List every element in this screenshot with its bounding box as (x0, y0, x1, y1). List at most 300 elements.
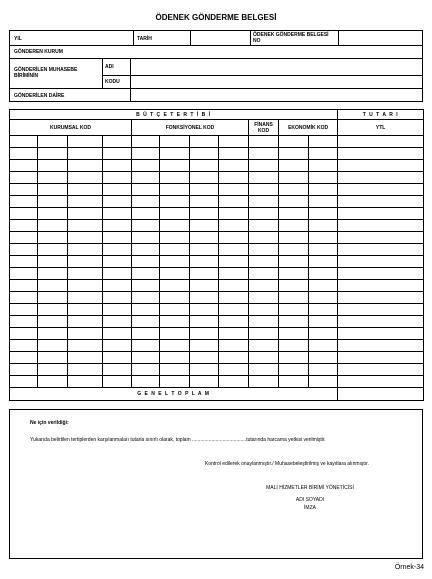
table-cell[interactable] (38, 208, 68, 220)
table-row (10, 280, 424, 292)
table-cell[interactable] (338, 148, 424, 160)
table-cell[interactable] (219, 244, 249, 256)
table-cell[interactable] (160, 376, 190, 388)
table-cell[interactable] (190, 208, 219, 220)
table-cell[interactable] (132, 304, 160, 316)
table-row (10, 352, 424, 364)
table-cell[interactable] (338, 244, 424, 256)
ekonomik-kod-header: EKONOMİK KOD (279, 120, 338, 136)
table-cell[interactable] (132, 280, 160, 292)
table-cell[interactable] (132, 268, 160, 280)
table-cell[interactable] (160, 364, 190, 376)
table-cell[interactable] (38, 160, 68, 172)
form-code: Örnek-34 (394, 564, 424, 571)
table-cell[interactable] (103, 268, 132, 280)
table-cell[interactable] (10, 364, 38, 376)
table-cell[interactable] (279, 232, 309, 244)
ytl-header: YTL (338, 120, 424, 136)
table-cell[interactable] (279, 196, 309, 208)
table-cell[interactable] (338, 136, 424, 148)
table-cell[interactable] (249, 208, 279, 220)
table-cell[interactable] (249, 304, 279, 316)
table-cell[interactable] (219, 148, 249, 160)
tutari-header: T U T A R I (338, 110, 424, 120)
table-cell[interactable] (279, 328, 309, 340)
table-cell[interactable] (10, 376, 38, 388)
table-cell[interactable] (160, 196, 190, 208)
table-cell[interactable] (68, 376, 103, 388)
table-cell[interactable] (219, 304, 249, 316)
table-cell[interactable] (68, 172, 103, 184)
table-cell[interactable] (249, 292, 279, 304)
table-cell[interactable] (68, 256, 103, 268)
gonderen-kurum-label: GÖNDEREN KURUM (14, 49, 63, 55)
table-cell[interactable] (309, 304, 338, 316)
belge-no-field[interactable] (340, 32, 420, 44)
harcama-yetkisi-text: Yukarıda belirtilen tertiplerden karşılanmaları tutarla sınırlı olarak, toplam .......................................tutarında harcama yetkisi verilmiştir. (30, 437, 326, 443)
table-cell[interactable] (10, 244, 38, 256)
table-cell[interactable] (160, 304, 190, 316)
table-cell[interactable] (160, 232, 190, 244)
table-cell[interactable] (10, 316, 38, 328)
table-cell[interactable] (103, 136, 132, 148)
table-cell[interactable] (279, 352, 309, 364)
table-cell[interactable] (249, 172, 279, 184)
table-cell[interactable] (38, 196, 68, 208)
table-cell[interactable] (103, 244, 132, 256)
table-cell[interactable] (38, 280, 68, 292)
table-cell[interactable] (338, 364, 424, 376)
table-cell[interactable] (38, 244, 68, 256)
table-cell[interactable] (219, 184, 249, 196)
table-cell[interactable] (132, 340, 160, 352)
table-row (10, 292, 424, 304)
belge-no-label: ÖDENEK GÖNDERME BELGESİ NO (253, 32, 329, 44)
table-cell[interactable] (279, 184, 309, 196)
table-cell[interactable] (338, 232, 424, 244)
table-cell[interactable] (249, 148, 279, 160)
table-cell[interactable] (279, 148, 309, 160)
table-cell[interactable] (68, 268, 103, 280)
table-cell[interactable] (338, 256, 424, 268)
table-cell[interactable] (190, 280, 219, 292)
table-cell[interactable] (132, 244, 160, 256)
table-cell[interactable] (190, 184, 219, 196)
table-cell[interactable] (160, 292, 190, 304)
table-cell[interactable] (190, 268, 219, 280)
table-cell[interactable] (68, 292, 103, 304)
table-cell[interactable] (68, 184, 103, 196)
table-cell[interactable] (249, 256, 279, 268)
table-cell[interactable] (38, 328, 68, 340)
table-cell[interactable] (279, 364, 309, 376)
table-cell[interactable] (160, 172, 190, 184)
table-cell[interactable] (249, 268, 279, 280)
table-cell[interactable] (190, 292, 219, 304)
table-cell[interactable] (190, 328, 219, 340)
table-cell[interactable] (38, 376, 68, 388)
table-cell[interactable] (338, 304, 424, 316)
table-cell[interactable] (249, 220, 279, 232)
table-cell[interactable] (10, 184, 38, 196)
table-cell[interactable] (68, 244, 103, 256)
table-cell[interactable] (219, 316, 249, 328)
table-cell[interactable] (103, 328, 132, 340)
table-cell[interactable] (10, 172, 38, 184)
table-cell[interactable] (219, 196, 249, 208)
table-cell[interactable] (132, 364, 160, 376)
table-cell[interactable] (103, 148, 132, 160)
table-cell[interactable] (68, 196, 103, 208)
table-cell[interactable] (160, 184, 190, 196)
table-cell[interactable] (249, 340, 279, 352)
table-cell[interactable] (132, 376, 160, 388)
table-cell[interactable] (249, 316, 279, 328)
table-cell[interactable] (249, 184, 279, 196)
table-cell[interactable] (10, 148, 38, 160)
table-cell[interactable] (338, 292, 424, 304)
table-cell[interactable] (103, 364, 132, 376)
table-cell[interactable] (190, 196, 219, 208)
table-cell[interactable] (279, 244, 309, 256)
muhasebe-birimi-label: GÖNDERİLEN MUHASEBE BİRİMİNİN (14, 67, 78, 79)
table-cell[interactable] (279, 256, 309, 268)
table-cell[interactable] (279, 220, 309, 232)
table-cell[interactable] (309, 256, 338, 268)
table-cell[interactable] (279, 340, 309, 352)
table-cell[interactable] (68, 160, 103, 172)
table-cell[interactable] (309, 244, 338, 256)
table-cell[interactable] (338, 280, 424, 292)
table-cell[interactable] (10, 268, 38, 280)
table-cell[interactable] (103, 352, 132, 364)
tarih-field[interactable] (192, 32, 248, 44)
table-cell[interactable] (10, 280, 38, 292)
table-cell[interactable] (160, 160, 190, 172)
table-cell[interactable] (190, 220, 219, 232)
table-cell[interactable] (68, 280, 103, 292)
table-row (10, 244, 424, 256)
table-cell[interactable] (279, 268, 309, 280)
table-cell[interactable] (10, 160, 38, 172)
table-cell[interactable] (219, 340, 249, 352)
table-cell[interactable] (190, 340, 219, 352)
footer-box (9, 409, 423, 559)
table-cell[interactable] (219, 292, 249, 304)
table-cell[interactable] (219, 172, 249, 184)
table-cell[interactable] (10, 232, 38, 244)
table-cell[interactable] (219, 256, 249, 268)
table-cell[interactable] (68, 340, 103, 352)
ne-icin-label: Ne için verildiği: (30, 420, 69, 426)
gonderilen-daire-label: GÖNDERİLEN DAİRE (14, 93, 65, 99)
table-cell[interactable] (338, 160, 424, 172)
table-cell[interactable] (219, 280, 249, 292)
tarih-label: TARİH (137, 36, 152, 42)
table-cell[interactable] (103, 280, 132, 292)
page-title: ÖDENEK GÖNDERME BELGESİ (155, 13, 277, 22)
table-cell[interactable] (249, 328, 279, 340)
table-cell[interactable] (249, 232, 279, 244)
table-cell[interactable] (103, 220, 132, 232)
table-cell[interactable] (38, 304, 68, 316)
table-cell[interactable] (190, 136, 219, 148)
table-cell[interactable] (219, 232, 249, 244)
table-cell[interactable] (10, 352, 38, 364)
table-cell[interactable] (68, 352, 103, 364)
table-cell[interactable] (309, 328, 338, 340)
table-cell[interactable] (249, 352, 279, 364)
table-cell[interactable] (279, 316, 309, 328)
table-cell[interactable] (338, 340, 424, 352)
table-cell[interactable] (38, 256, 68, 268)
table-cell[interactable] (103, 292, 132, 304)
table-cell[interactable] (338, 376, 424, 388)
table-cell[interactable] (10, 328, 38, 340)
table-cell[interactable] (132, 352, 160, 364)
header-box (9, 30, 423, 102)
table-cell[interactable] (249, 136, 279, 148)
table-row (10, 364, 424, 376)
table-cell[interactable] (38, 268, 68, 280)
table-cell[interactable] (10, 256, 38, 268)
table-cell[interactable] (309, 316, 338, 328)
table-cell[interactable] (132, 172, 160, 184)
table-cell[interactable] (103, 232, 132, 244)
table-row (10, 160, 424, 172)
table-cell[interactable] (338, 268, 424, 280)
table-cell[interactable] (132, 232, 160, 244)
table-cell[interactable] (103, 196, 132, 208)
table-cell[interactable] (103, 184, 132, 196)
table-cell[interactable] (190, 352, 219, 364)
table-row (10, 196, 424, 208)
table-cell[interactable] (279, 292, 309, 304)
table-cell[interactable] (38, 340, 68, 352)
table-cell[interactable] (38, 148, 68, 160)
table-cell[interactable] (279, 136, 309, 148)
table-cell[interactable] (219, 376, 249, 388)
table-cell[interactable] (10, 208, 38, 220)
table-cell[interactable] (190, 160, 219, 172)
table-cell[interactable] (38, 184, 68, 196)
table-cell[interactable] (103, 160, 132, 172)
table-cell[interactable] (160, 340, 190, 352)
table-row (10, 148, 424, 160)
table-cell[interactable] (103, 376, 132, 388)
yil-field[interactable] (40, 32, 130, 44)
table-cell[interactable] (279, 160, 309, 172)
table-row (10, 232, 424, 244)
table-cell[interactable] (10, 196, 38, 208)
table-row (10, 208, 424, 220)
table-cell[interactable] (219, 220, 249, 232)
table-cell[interactable] (132, 196, 160, 208)
table-cell[interactable] (132, 136, 160, 148)
table-cell[interactable] (249, 160, 279, 172)
table-cell[interactable] (219, 364, 249, 376)
table-cell[interactable] (190, 172, 219, 184)
table-cell[interactable] (279, 208, 309, 220)
genel-toplam-value[interactable] (338, 388, 424, 401)
table-cell[interactable] (68, 328, 103, 340)
table-cell[interactable] (338, 196, 424, 208)
table-cell[interactable] (309, 148, 338, 160)
table-cell[interactable] (68, 208, 103, 220)
table-cell[interactable] (309, 352, 338, 364)
table-cell[interactable] (38, 364, 68, 376)
table-row (10, 184, 424, 196)
table-cell[interactable] (190, 376, 219, 388)
table-cell[interactable] (103, 340, 132, 352)
table-cell[interactable] (309, 172, 338, 184)
signature-title: MALİ HİZMETLER BİRİMİ YÖNETİCİSİ (266, 485, 354, 491)
table-cell[interactable] (160, 148, 190, 160)
table-cell[interactable] (10, 136, 38, 148)
imza-label: İMZA (304, 505, 316, 511)
table-cell[interactable] (219, 160, 249, 172)
table-cell[interactable] (160, 328, 190, 340)
table-cell[interactable] (249, 280, 279, 292)
table-cell[interactable] (160, 268, 190, 280)
table-cell[interactable] (38, 172, 68, 184)
table-cell[interactable] (103, 208, 132, 220)
table-cell[interactable] (279, 304, 309, 316)
adi-label: ADI (105, 64, 114, 70)
table-cell[interactable] (38, 316, 68, 328)
table-cell[interactable] (309, 160, 338, 172)
table-cell[interactable] (219, 352, 249, 364)
table-cell[interactable] (103, 316, 132, 328)
table-cell[interactable] (132, 148, 160, 160)
table-row (10, 304, 424, 316)
table-cell[interactable] (190, 304, 219, 316)
table-cell[interactable] (132, 256, 160, 268)
yil-label: YIL (14, 36, 22, 42)
table-cell[interactable] (10, 304, 38, 316)
table-cell[interactable] (190, 364, 219, 376)
table-cell[interactable] (249, 196, 279, 208)
table-cell[interactable] (338, 328, 424, 340)
table-cell[interactable] (160, 316, 190, 328)
table-cell[interactable] (309, 280, 338, 292)
table-cell[interactable] (309, 220, 338, 232)
table-cell[interactable] (132, 292, 160, 304)
table-row (10, 220, 424, 232)
table-cell[interactable] (160, 136, 190, 148)
table-cell[interactable] (309, 136, 338, 148)
table-cell[interactable] (338, 220, 424, 232)
table-cell[interactable] (68, 364, 103, 376)
table-cell[interactable] (279, 172, 309, 184)
table-cell[interactable] (338, 172, 424, 184)
table-cell[interactable] (219, 268, 249, 280)
table-cell[interactable] (68, 232, 103, 244)
kodu-field[interactable] (132, 76, 420, 87)
table-cell[interactable] (103, 304, 132, 316)
table-cell[interactable] (160, 280, 190, 292)
table-cell[interactable] (249, 376, 279, 388)
table-cell[interactable] (103, 172, 132, 184)
table-cell[interactable] (309, 292, 338, 304)
table-cell[interactable] (68, 148, 103, 160)
table-cell[interactable] (132, 208, 160, 220)
table-cell[interactable] (103, 256, 132, 268)
table-cell[interactable] (160, 256, 190, 268)
table-row (10, 268, 424, 280)
table-cell[interactable] (160, 208, 190, 220)
table-cell[interactable] (38, 352, 68, 364)
table-cell[interactable] (190, 316, 219, 328)
budget-table (9, 109, 424, 401)
table-cell[interactable] (338, 184, 424, 196)
finans-kod-header: FİNANS KOD (249, 120, 279, 136)
table-cell[interactable] (338, 352, 424, 364)
table-cell[interactable] (10, 220, 38, 232)
table-cell[interactable] (309, 208, 338, 220)
table-cell[interactable] (38, 292, 68, 304)
table-cell[interactable] (249, 364, 279, 376)
table-cell[interactable] (279, 280, 309, 292)
table-cell[interactable] (68, 220, 103, 232)
table-cell[interactable] (160, 244, 190, 256)
table-cell[interactable] (309, 184, 338, 196)
table-cell[interactable] (68, 316, 103, 328)
table-cell[interactable] (309, 196, 338, 208)
table-cell[interactable] (160, 352, 190, 364)
table-cell[interactable] (190, 232, 219, 244)
table-cell[interactable] (38, 136, 68, 148)
kodu-label: KODU (105, 79, 120, 85)
table-cell[interactable] (190, 148, 219, 160)
table-cell[interactable] (132, 160, 160, 172)
table-cell[interactable] (338, 208, 424, 220)
table-cell[interactable] (68, 136, 103, 148)
table-cell[interactable] (309, 340, 338, 352)
adi-soyadi-label: ADI SOYADI (295, 497, 325, 503)
table-cell[interactable] (132, 328, 160, 340)
table-cell[interactable] (10, 340, 38, 352)
table-cell[interactable] (190, 244, 219, 256)
table-cell[interactable] (38, 232, 68, 244)
table-row (10, 316, 424, 328)
table-cell[interactable] (190, 256, 219, 268)
table-cell[interactable] (219, 136, 249, 148)
table-cell[interactable] (160, 220, 190, 232)
gonderilen-daire-field[interactable] (132, 89, 420, 101)
table-cell[interactable] (249, 244, 279, 256)
table-cell[interactable] (38, 220, 68, 232)
adi-field[interactable] (132, 59, 420, 74)
kurumsal-kod-header: KURUMSAL KOD (10, 120, 132, 136)
gonderen-kurum-field[interactable] (134, 46, 420, 57)
table-cell[interactable] (279, 376, 309, 388)
kontrol-text: Kontrol edilerek onaylanmıştır./ Muhasebeleştirilmiş ve kayıtlara alınmıştır. (205, 461, 369, 467)
table-cell[interactable] (68, 304, 103, 316)
butce-tertibi-header: B Ü T Ç E T E R T İ B İ (10, 110, 338, 120)
table-cell[interactable] (309, 232, 338, 244)
table-cell[interactable] (132, 184, 160, 196)
table-cell[interactable] (132, 316, 160, 328)
table-cell[interactable] (132, 220, 160, 232)
table-cell[interactable] (309, 268, 338, 280)
table-cell[interactable] (309, 364, 338, 376)
table-cell[interactable] (219, 208, 249, 220)
table-cell[interactable] (219, 328, 249, 340)
table-cell[interactable] (338, 316, 424, 328)
table-cell[interactable] (309, 376, 338, 388)
table-cell[interactable] (10, 292, 38, 304)
